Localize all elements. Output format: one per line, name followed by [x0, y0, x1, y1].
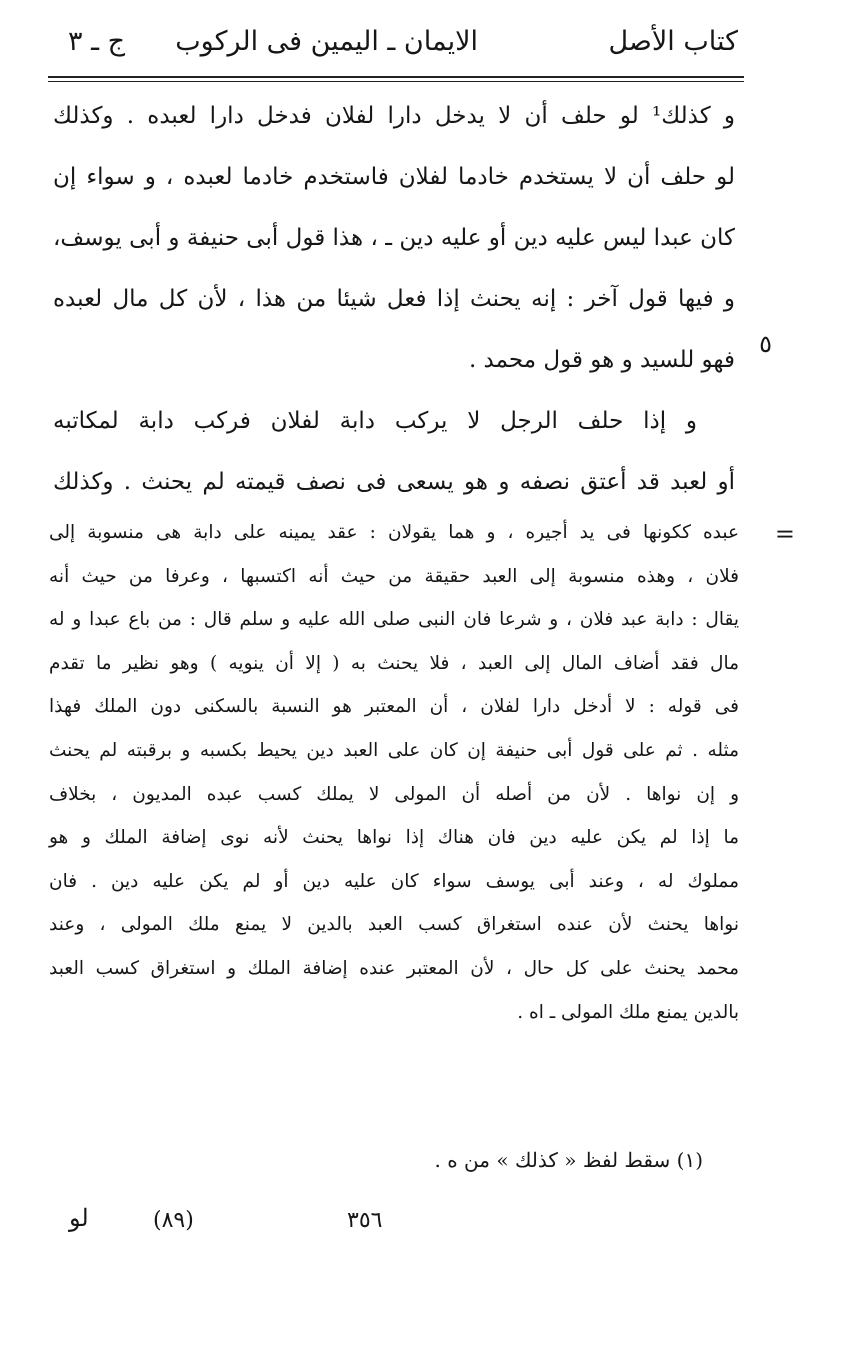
commentary-line: نواها يحنث لأن عنده استغراق كسب العبد بالدين لا يمنع ملك المولى ، وعند	[49, 914, 739, 936]
main-text-line: فهو للسيد و هو قول محمد .	[468, 347, 735, 373]
header-rule	[48, 76, 744, 78]
commentary-line: مملوك له ، وعند أبى يوسف سواء كان عليه دين أو لم يكن عليه دين . فان	[49, 870, 739, 892]
commentary-line: مثله . ثم على قول أبى حنيفة إن كان على العبد دين يحيط بكسبه و برقبته لم يحنث	[49, 739, 739, 761]
commentary-line: ما إذا لم يكن عليه دين فان هناك إذا نواها يحنث لأنه نوى إضافة الملك و هو	[49, 827, 739, 849]
main-text-line: و فيها قول آخر : إنه يحنث إذا فعل شيئا من هذا ، لأن كل مال لعبده	[53, 286, 735, 312]
main-text-line: أو لعبد قد أعتق نصفه و هو يسعى فى نصف قيمته لم يحنث . وكذلك	[53, 469, 735, 495]
commentary-block	[49, 511, 739, 1034]
running-header	[48, 26, 738, 66]
volume-label: ج ـ ٣	[68, 26, 126, 57]
book-title: كتاب الأصل	[608, 26, 738, 57]
commentary-line: مال فقد أضاف المال إلى العبد ، فلا يحنث به ( إلا أن ينويه ) وهو نظير ما تقدم	[49, 652, 739, 674]
commentary-line: بالدين يمنع ملك المولى ـ اه .	[517, 1001, 739, 1023]
main-text-line: لو حلف أن لا يستخدم خادما لفلان فاستخدم خادما لعبده ، و سواء إن	[53, 164, 735, 190]
chapter-title: الايمان ـ اليمين فى الركوب	[175, 26, 478, 57]
footnote: (١) سقط لفظ « كذلك » من ه .	[434, 1148, 703, 1172]
original-page-number: (٨٩)	[153, 1208, 194, 1233]
header-rule-thin	[48, 81, 744, 82]
commentary-line: فى قوله : لا أدخل دارا لفلان ، أن المعتبر هو النسبة بالسكنى دون الملك فهذا	[49, 696, 739, 718]
commentary-line: فلان ، وهذه منسوبة إلى العبد حقيقة من حيث أنه اكتسبها ، وعرفا من حيث أنه	[49, 565, 739, 587]
main-text	[53, 86, 735, 513]
continuation-mark: =	[774, 520, 795, 548]
commentary-line: محمد يحنث على كل حال ، لأن المعتبر عنده إضافة الملك و استغراق كسب العبد	[49, 957, 739, 979]
main-text-line: كان عبدا ليس عليه دين أو عليه دين ـ ، هذا قول أبى حنيفة و أبى يوسف،	[53, 225, 735, 251]
main-text-line: و كذلك¹ لو حلف أن لا يدخل دارا لفلان فدخل دارا لعبده . وكذلك	[53, 103, 735, 129]
commentary-line: و إن نواها . لأن من أصله أن المولى لا يملك كسب عبده المديون ، بخلاف	[49, 783, 739, 805]
catchword: لو	[69, 1204, 89, 1232]
page-number: ٣٥٦	[347, 1208, 383, 1233]
main-text-line: و إذا حلف الرجل لا يركب دابة لفلان فركب دابة لمكاتبه	[53, 408, 697, 434]
commentary-line: يقال : دابة عبد فلان ، و شرعا فان النبى صلى الله عليه و سلم قال : من باع عبدا و له	[49, 609, 740, 631]
commentary-line: عبده ككونها فى يد أجيره ، و هما يقولان : عقد يمينه على دابة هى منسوبة إلى	[49, 522, 739, 543]
line-number-marker: ٥	[759, 330, 772, 358]
